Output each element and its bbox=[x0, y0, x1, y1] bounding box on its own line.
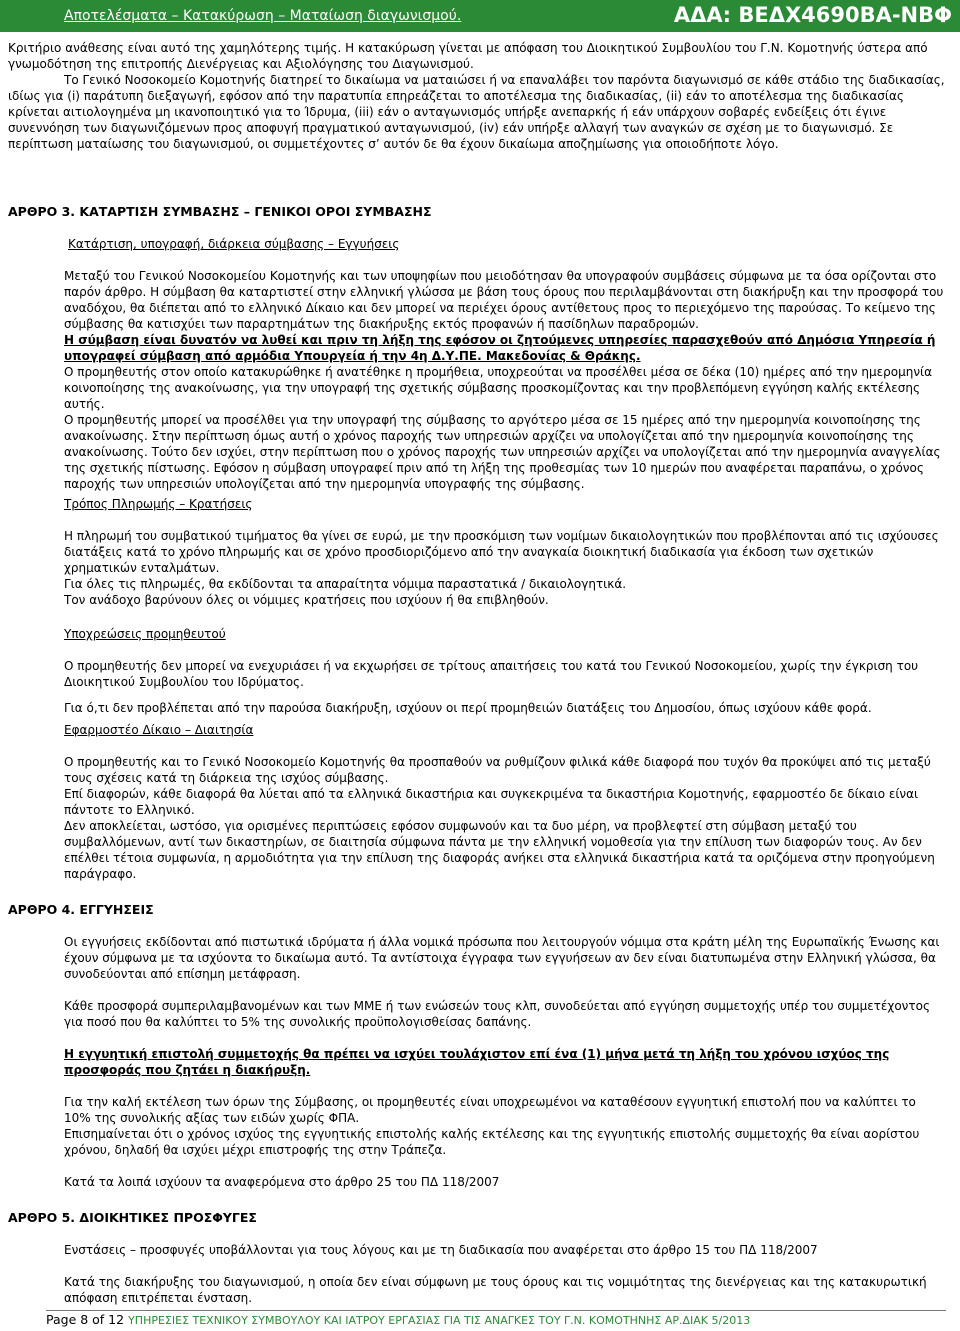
payment-paragraph-2: Για όλες τις πληρωμές, θα εκδίδονται τα απαραίτητα νόμιμα παραστατικά / δικαιολογητικά. bbox=[64, 577, 627, 591]
obligations-section bbox=[64, 658, 946, 716]
guarantees-paragraph-1: Οι εγγυήσεις εκδίδονται από πιστωτικά ιδρύματα ή άλλα νομικά πρόσωπα που λειτουργούν νόμιμα στα κράτη μέλη της Ευρωπαϊκής Ένωσης και έχουν σύμφωνα με τα ισχύοντα το δικαίωμα αυτό. Τα αντίστοιχα έγγραφα των εγγυήσεων αν δεν είναι διατυπωμένα στην Ελληνική γλώσσα, θα συνοδεύονται από επίσημη μετάφραση. bbox=[64, 935, 940, 981]
award-criterion-paragraph: Κριτήριο ανάθεσης είναι αυτό της χαμηλότερης τιμής. Η κατακύρωση γίνεται με απόφαση του Διοικητικού Συμβουλίου του Γ.Ν. Κομοτηνής ύστερα από γνωμοδότηση της επιτροπής Διενέργειας και Αξιολόγησης του Διαγωνισμού. bbox=[8, 41, 928, 71]
article3-subheading-contract: Κατάρτιση, υπογραφή, διάρκεια σύμβασης – Εγγυήσεις bbox=[68, 237, 400, 251]
law-paragraph-1: Ο προμηθευτής και το Γενικό Νοσοκομείο Κομοτηνής θα προσπαθούν να ρυθμίζουν φιλικά κάθε διαφορά που τυχόν θα προκύψει από τις μεταξύ τους σχέσεις κατά τη διάρκεια της ισχύος σύμβασης. bbox=[64, 755, 931, 785]
cancellation-paragraph: Το Γενικό Νοσοκομείο Κομοτηνής διατηρεί το δικαίωμα να ματαιώσει ή να επαναλάβει τον παρόντα διαγωνισμό σε κάθε στάδιο της διαδικασίας, ιδίως για (i) παράτυπη διεξαγωγή, εφόσον από την παρατυπία επηρεάζεται το αποτέλεσμα της διαδικασίας, (ii) εάν το αποτέλεσμα της διαδικασίας κρίνεται αιτιολογημένα μη ικανοποιητικό για το Ίδρυμα, (iii) εάν ο ανταγωνισμός υπήρξε ανεπαρκής ή εάν υπάρχουν σοβαρές ενδείξεις ότι έγινε συνεννόηση των διαγωνιζόμενων προς αποφυγή πραγματικού ανταγωνισμού, (iv) εάν υπήρξε αλλαγή των αναγκών σε σχέση με το διαγωνισμό. Σε περίπτωση ματαίωσης του διαγωνισμού, οι συμμετέχοντες σ’ αυτόν δε θα έχουν δικαίωμα αποζημίωσης για οποιοδήποτε λόγο. bbox=[8, 73, 945, 151]
article3-subheading-obligations: Υποχρεώσεις προμηθευτού bbox=[64, 627, 226, 641]
guarantees-section bbox=[64, 934, 946, 1190]
article3-subheading-law: Εφαρμοστέο Δίκαιο – Διαιτησία bbox=[64, 723, 254, 737]
footer-divider bbox=[46, 1310, 946, 1311]
contract-paragraph-1: Μεταξύ του Γενικού Νοσοκομείου Κομοτηνής και των υποψηφίων που μειοδότησαν θα υπογραφούν συμβάσεις σύμφωνα με τα όσα ορίζονται στο παρόν άρθρο. Η σύμβαση θα καταρτιστεί στην ελληνική γλώσσα με βάση τους όρους που περιλαμβάνονται στη διακήρυξη και την προσφορά του αναδόχου, θα διέπεται από το ελληνικό Δίκαιο και δεν μπορεί να περιέχει όρους αντίθετους προς το περιεχόμενο της παρούσας. Το κείμενο της σύμβασης θα κατισχύει των παραρτημάτων της διακήρυξης εκτός προφανών ή πασίδηλων παραδρομών. bbox=[64, 269, 944, 331]
contract-section bbox=[64, 268, 946, 492]
document-header-bar bbox=[0, 0, 960, 32]
intro-section bbox=[8, 40, 946, 152]
header-nav-link[interactable]: Αποτελέσματα – Κατακύρωση – Ματαίωση διαγωνισμού. bbox=[64, 8, 462, 24]
payment-paragraph-3: Τον ανάδοχο βαρύνουν όλες οι νόμιμες κρατήσεις που ισχύουν ή θα επιβληθούν. bbox=[64, 593, 549, 607]
article3-heading: ΑΡΘΡΟ 3. ΚΑΤΑΡΤΙΣΗ ΣΥΜΒΑΣΗΣ – ΓΕΝΙΚΟΙ ΟΡΟΙ ΣΥΜΒΑΣΗΣ bbox=[8, 204, 432, 219]
appeals-paragraph-2: Κατά της διακήρυξης του διαγωνισμού, η οποία δεν είναι σύμφωνη με τους όρους και τις νομιμότητας της διενέργειας και της κατακυρωτική απόφαση επιτρέπεται ένσταση. bbox=[64, 1275, 927, 1305]
contract-paragraph-3: Ο προμηθευτής μπορεί να προσέλθει για την υπογραφή της σύμβασης το αργότερο μέσα σε 15 ημέρες από την ημερομηνία κοινοποίησης της ανακοίνωσης. Στην περίπτωση όμως αυτή ο χρόνος παροχής των υπηρεσιών αρχίζει να υπολογίζεται από την ημερομηνία κοινοποίησης της ανακοίνωσης. Τούτο δεν ισχύει, στην περίπτωση που ο χρόνος παροχής των υπηρεσιών αρχίζει να υπολογίζεται από την ημερομηνία αναγγελίας της σχετικής πίστωσης. Εφόσον η σύμβαση υπογραφεί πριν από τη λήξη της προθεσμίας των 10 ημερών που αναφέρεται παραπάνω, ο χρόνος παροχής των υπηρεσιών υπολογίζεται από την ημερομηνία υπογραφής της σύμβασης. bbox=[64, 413, 941, 491]
payment-paragraph-1: Η πληρωμή του συμβατικού τιμήματος θα γίνει σε ευρώ, με την προσκόμιση των νομίμων δικαιολογητικών που προβλέπονται από τις ισχύουσες διατάξεις κατά το χρόνο πληρωμής και σε χρόνο προσδιοριζόμενο από την αναγκαία διοικητική διαδικασία για έκδοση των σχετικών χρηματικών ενταλμάτων. bbox=[64, 529, 939, 575]
guarantees-validity-notice: Η εγγυητική επιστολή συμμετοχής θα πρέπει να ισχύει τουλάχιστον επί ένα (1) μήνα μετά τη λήξη του χρόνου ισχύος της προσφοράς που ζητάει η διακήρυξη. bbox=[64, 1047, 890, 1077]
appeals-paragraph-1: Ενστάσεις – προσφυγές υποβάλλονται για τους λόγους και με τη διαδικασία που αναφέρεται στο άρθρο 15 του ΠΔ 118/2007 bbox=[64, 1243, 818, 1257]
contract-termination-notice: Η σύμβαση είναι δυνατόν να λυθεί και πριν τη λήξη της εφόσον οι ζητούμενες υπηρεσίες παρασχεθούν από Δημόσια Υπηρεσία ή υπογραφεί σύμβαση από αρμόδια Υπουργεία ή την 4η Δ.Υ.ΠΕ. Μακεδονίας & Θράκης. bbox=[64, 333, 936, 363]
page-number: Page 8 of 12 bbox=[46, 1312, 125, 1327]
obligations-paragraph-2: Για ό,τι δεν προβλέπεται από την παρούσα διακήρυξη, ισχύουν οι περί προμηθειών διατάξεις του Δημοσίου, όπως ισχύουν κάθε φορά. bbox=[64, 701, 872, 715]
law-paragraph-2: Επί διαφορών, κάθε διαφορά θα λύεται από τα ελληνικά δικαστήρια και συγκεκριμένα τα δικαστήρια Κομοτηνής, εφαρμοστέο δε δίκαιο είναι πάντοτε το Ελληνικό. bbox=[64, 787, 919, 817]
law-section bbox=[64, 754, 946, 882]
appeals-section bbox=[64, 1242, 946, 1306]
footer-title: ΥΠΗΡΕΣΙΕΣ ΤΕΧΝΙΚΟΥ ΣΥΜΒΟΥΛΟΥ ΚΑΙ ΙΑΤΡΟΥ ΕΡΓΑΣΙΑΣ ΓΙΑ ΤΙΣ ΑΝΑΓΚΕΣ ΤΟΥ Γ.Ν. ΚΟΜΟΤΗΝΗΣ ΑΡ.ΔΙΑΚ 5/2013 bbox=[128, 1314, 751, 1327]
page-footer bbox=[46, 1312, 750, 1327]
ada-code: ΑΔΑ: ΒΕΔΧ4690ΒΑ-ΝΒΦ bbox=[673, 3, 952, 27]
contract-paragraph-2: Ο προμηθευτής στον οποίο κατακυρώθηκε ή ανατέθηκε η προμήθεια, υποχρεούται να προσέλθει μέσα σε δέκα (10) ημέρες από την ημερομηνία κοινοποίησης της ανακοίνωσης, για την υπογραφή της σχετικής σύμβασης προσκομίζοντας και την προβλεπόμενη εγγύηση καλής εκτέλεσης αυτής. bbox=[64, 365, 933, 411]
article5-heading: ΑΡΘΡΟ 5. ΔΙΟΙΚΗΤΙΚΕΣ ΠΡΟΣΦΥΓΕΣ bbox=[8, 1210, 257, 1225]
article3-subheading-payment: Τρόπος Πληρωμής – Κρατήσεις bbox=[64, 497, 253, 511]
law-paragraph-3: Δεν αποκλείεται, ωστόσο, για ορισμένες περιπτώσεις εφόσον συμφωνούν και τα δυο μέρη, να προβλεφτεί στη σύμβαση μεταξύ του συμβαλλόμενων, αντί των δικαστηρίων, σε διαιτησία σύμφωνα πάντα με την ελληνική νομοθεσία για την επίλυση των διαφορών τους. Αν δεν επέλθει τέτοια συμφωνία, η αρμοδιότητα για την επίλυση της διαφοράς ανήκει στα ελληνικά δικαστήρια κατά τα οριζόμενα στην προηγούμενη παράγραφο. bbox=[64, 819, 935, 881]
guarantees-paragraph-4: Επισημαίνεται ότι ο χρόνος ισχύος της εγγυητικής επιστολής καλής εκτέλεσης και της εγγυητικής επιστολής συμμετοχής θα είναι αορίστου χρόνου, δηλαδή θα ισχύει μέχρι επιστροφής της στην Τράπεζα. bbox=[64, 1127, 920, 1157]
guarantees-paragraph-5: Κατά τα λοιπά ισχύουν τα αναφερόμενα στο άρθρο 25 του ΠΔ 118/2007 bbox=[64, 1175, 500, 1189]
obligations-paragraph-1: Ο προμηθευτής δεν μπορεί να ενεχυριάσει ή να εκχωρήσει σε τρίτους απαιτήσεις του κατά του Γενικού Νοσοκομείου, χωρίς την έγκριση του Διοικητικού Συμβουλίου του Ιδρύματος. bbox=[64, 659, 919, 689]
guarantees-paragraph-3: Για την καλή εκτέλεση των όρων της Σύμβασης, οι προμηθευτές είναι υποχρεωμένοι να καταθέσουν εγγυητική επιστολή που να καλύπτει το 10% της συνολικής αξίας των ειδών χωρίς ΦΠΑ. bbox=[64, 1095, 916, 1125]
payment-section bbox=[64, 528, 946, 608]
article4-heading: ΑΡΘΡΟ 4. ΕΓΓΥΗΣΕΙΣ bbox=[8, 902, 154, 917]
guarantees-paragraph-2: Κάθε προσφορά συμπεριλαμβανομένων και των ΜΜΕ ή των ενώσεών τους κλπ, συνοδεύεται από εγγύηση συμμετοχής υπέρ του συμμετέχοντος για ποσό που θα καλύπτει το 5% της συνολικής προϋπολογισθείσας δαπάνης. bbox=[64, 999, 930, 1029]
